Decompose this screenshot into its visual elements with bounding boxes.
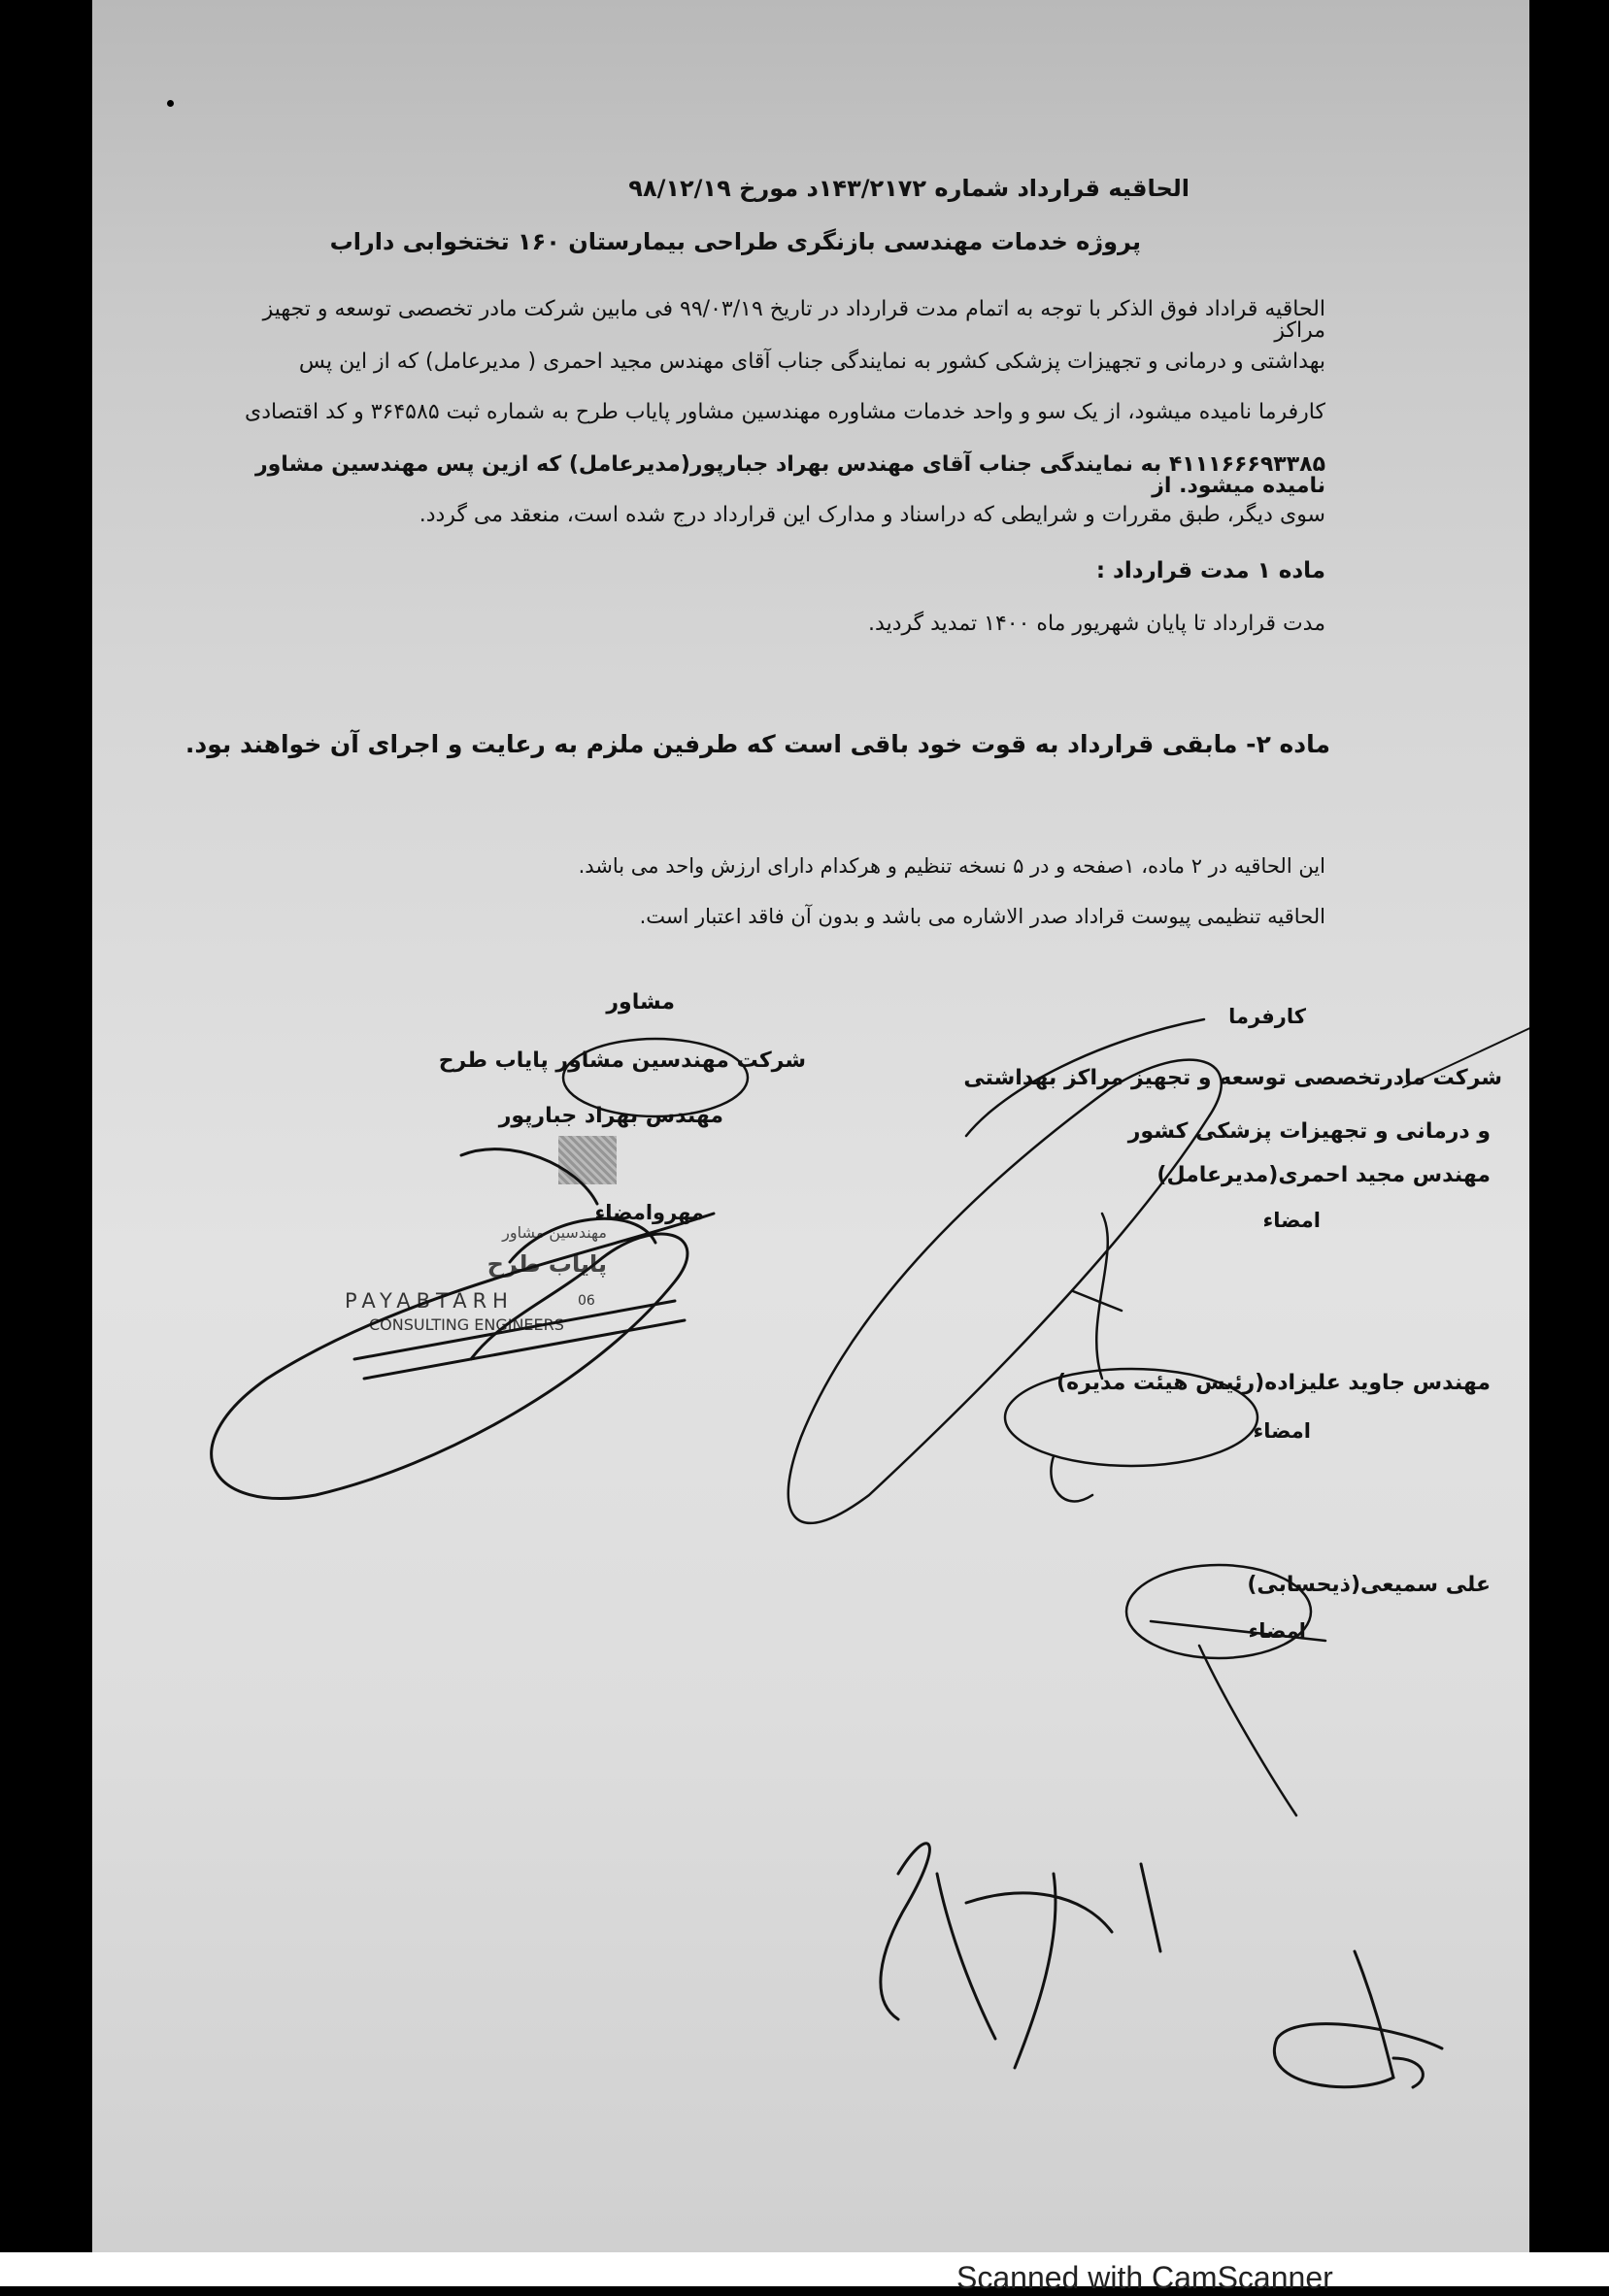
employer-company-line2: و درمانی و تجهیزات پزشکی کشور xyxy=(1127,1119,1491,1144)
stamp-en-sub: CONSULTING ENGINEERS xyxy=(369,1315,564,1334)
stamp-logo xyxy=(558,1136,617,1184)
employer-name: مهندس مجید احمری(مدیرعامل) xyxy=(1156,1163,1491,1187)
scanner-footer xyxy=(0,2252,1609,2286)
accountant-sign-label: امضاء xyxy=(1248,1619,1306,1643)
consultant-seal-label: مهروامضاء xyxy=(594,1201,704,1224)
stamp-fa-small: مهندسین مشاور xyxy=(502,1223,607,1242)
project-title: پروژه خدمات مهندسی بازنگری طراحی بیمارستان ۱۶۰ تختخوابی داراب xyxy=(329,228,1141,255)
board-chair-sign-label: امضاء xyxy=(1253,1419,1311,1443)
bottom-initials-1 xyxy=(881,1844,930,2019)
article2-text: ماده ۲- مابقی قرارداد به قوت خود باقی است که طرفین ملزم به رعایت و اجرای آن خواهند بود. xyxy=(184,730,1330,758)
stamp-fa-large: پایاب طرح xyxy=(486,1250,607,1278)
accountant-name: علی سمیعی(ذیحسابی) xyxy=(1247,1573,1491,1597)
scanned-page xyxy=(92,0,1529,2286)
para-line-2: بهداشتی و درمانی و تجهیزات پزشکی کشور به نمایندگی جناب آقای مهندس مجید احمری ( مدیرعامل) که از این پس xyxy=(298,349,1325,374)
article1-heading: ماده ۱ مدت قرارداد : xyxy=(1095,558,1325,583)
stamp-en-number: 06 xyxy=(578,1293,595,1309)
consultant-company: شرکت مهندسین مشاور پایاب طرح xyxy=(438,1048,806,1073)
note-annex: الحاقیه تنظیمی پیوست قراداد صدر الاشاره می باشد و بدون آن فاقد اعتبار است. xyxy=(639,905,1325,928)
consultant-name: مهندس بهراد جبارپور xyxy=(498,1104,723,1128)
note-copies: این الحاقیه در ۲ ماده، ۱صفحه و در ۵ نسخه تنظیم و هرکدام دارای ارزش واحد می باشد. xyxy=(578,854,1325,878)
employer-company-line1: شرکت مادرتخصصی توسعه و تجهیز مراکز بهداشتی xyxy=(963,1066,1502,1090)
employer-sign-label: امضاء xyxy=(1262,1209,1321,1232)
bottom-initials-2 xyxy=(1274,1951,1442,2087)
stamp-en-name: PAYABTARH xyxy=(345,1289,514,1313)
article1-text: مدت قرارداد تا پایان شهریور ماه ۱۴۰۰ تمدید گردید. xyxy=(868,612,1325,636)
consultant-role: مشاور xyxy=(606,990,675,1015)
document-title: الحاقیه قرارداد شماره ۱۴۳/۲۱۷۲د مورخ ۹۸/۱۲/۱۹ xyxy=(628,175,1190,202)
para-line-3: کارفرما نامیده میشود، از یک سو و واحد خدمات مشاوره مهندسین مشاور پایاب طرح به شماره ثبت ۳۶۴۵۸۵ و کد اقتصادی xyxy=(245,400,1325,424)
scanner-watermark: Scanned with CamScanner xyxy=(956,2260,1333,2295)
board-chair-name: مهندس جاوید علیزاده(رئیس هیئت مدیره) xyxy=(1056,1371,1491,1395)
scan-speck xyxy=(167,100,174,107)
para-line-5: سوی دیگر، طبق مقررات و شرایطی که دراسناد و مدارک این قرارداد درج شده است، منعقد می گردد. xyxy=(419,503,1325,527)
employer-role: کارفرما xyxy=(1228,1005,1306,1028)
consultant-stamp xyxy=(325,1116,753,1349)
para-line-4: ۴۱۱۱۶۶۶۹۳۳۸۵ به نمایندگی جناب آقای مهندس بهراد جبارپور(مدیرعامل) که ازین پس مهندسین مشاور نامیده میشود. از xyxy=(254,452,1325,498)
para-line-1: الحاقیه قراداد فوق الذکر با توجه به اتمام مدت قرارداد در تاریخ ۹۹/۰۳/۱۹ فی مابین شرکت مادر تخصصی توسعه و تجهیز مراکز xyxy=(262,297,1325,343)
